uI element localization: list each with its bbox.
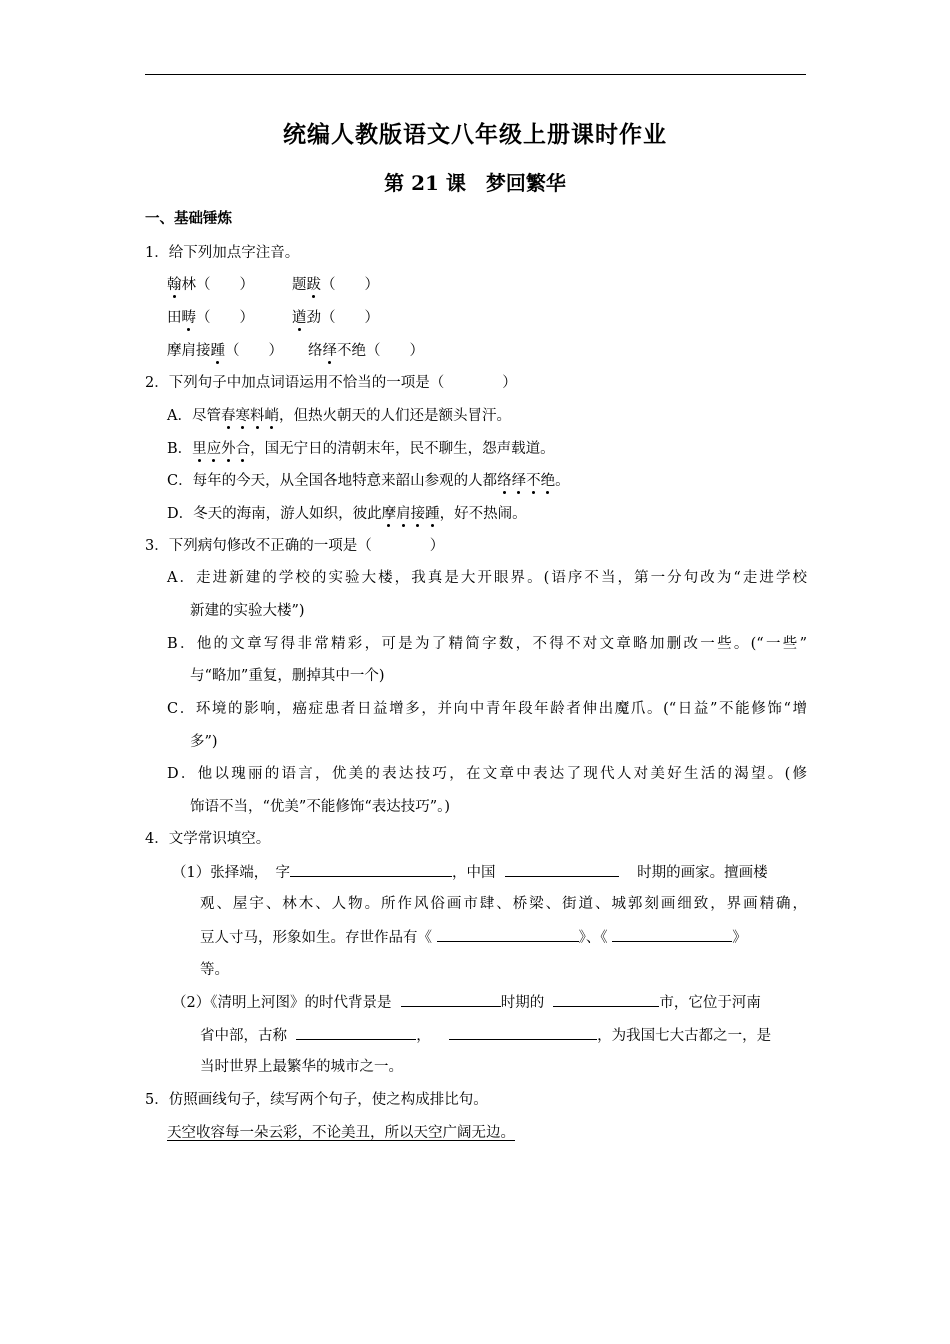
q3-option-a-cont: 新建的实验大楼”)	[190, 603, 305, 619]
q4-part1-line4: 等。	[200, 962, 229, 978]
emphasis-dot-char: 接	[410, 506, 426, 522]
answer-blank[interactable]	[296, 1025, 416, 1040]
section-heading: 一、基础锤炼	[145, 210, 232, 227]
emphasis-dot-char: 畴	[181, 310, 196, 326]
answer-blank[interactable]	[437, 927, 579, 942]
q1-item: 翰林（ ）	[167, 277, 254, 293]
emphasis-dot-char: 肩	[396, 506, 411, 522]
emphasis-dot-char: 踵	[425, 506, 440, 522]
answer-blank[interactable]	[449, 1025, 597, 1040]
lesson-title	[0, 167, 950, 196]
answer-blank[interactable]	[505, 862, 619, 877]
lesson-number: 第 21 课	[384, 171, 466, 195]
q4-part2-line1: （2）《清明上河图》的时代背景是 时期的 市，它位于河南	[172, 992, 761, 1013]
answer-blank[interactable]	[612, 927, 732, 942]
emphasis-dot-char: 绎	[511, 473, 527, 489]
emphasis-dot-char: 应	[206, 441, 222, 457]
q4-part1-line3: 豆人寸马，形象如生。存世作品有《 》、《 》	[200, 927, 747, 948]
q1-stem: 1．给下列加点字注音。	[145, 245, 300, 261]
q1-item: 摩肩接踵（ ）	[167, 343, 283, 359]
emphasis-dot-char: 绎	[322, 343, 337, 359]
header-rule	[145, 74, 806, 75]
answer-blank[interactable]	[290, 862, 452, 877]
q5-stem: 5．仿照画线句子，续写两个句子，使之构成排比句。	[145, 1092, 488, 1108]
emphasis-dot-char: 跋	[306, 277, 321, 293]
emphasis-dot-char: 摩	[381, 506, 397, 522]
document-title: 统编人教版语文八年级上册课时作业	[283, 121, 667, 148]
q3-option-d-cont: 饰语不当，“优美”不能修饰“表达技巧”。)	[190, 799, 451, 815]
q3-option-a: A．走进新建的学校的实验大楼，我真是大开眼界。(语序不当，第一分句改为“走进学校	[167, 570, 807, 586]
emphasis-dot-char: 合	[235, 441, 251, 457]
q2-stem: 2．下列句子中加点词语运用不恰当的一项是（ ）	[145, 375, 517, 391]
q3-stem: 3．下列病句修改不正确的一项是（ ）	[145, 538, 445, 554]
lesson-name: 梦回繁华	[485, 171, 566, 195]
emphasis-dot-char: 外	[221, 441, 236, 457]
q3-option-b-cont: 与“略加”重复，删掉其中一个)	[190, 668, 385, 684]
emphasis-dot-char: 踵	[210, 343, 225, 359]
emphasis-dot-char: 绝	[540, 473, 556, 489]
emphasis-dot-char: 翰	[167, 277, 182, 293]
q1-item: 遒劲（ ）	[292, 310, 379, 326]
q2-option-a: A．尽管春寒料峭，但热火朝天的人们还是额头冒汗。	[167, 408, 511, 424]
q4-part2-line3: 当时世界上最繁华的城市之一。	[200, 1059, 403, 1075]
q2-option-b: B．里应外合，国无宁日的清朝末年，民不聊生，怨声载道。	[167, 441, 555, 457]
answer-blank[interactable]	[401, 992, 501, 1007]
q4-part1-line2: 观、屋宇、林木、人物。所作风俗画市肆、桥梁、街道、城郭刻画细致，界画精确，	[200, 896, 807, 912]
emphasis-dot-char: 峭	[264, 408, 279, 424]
emphasis-dot-char: 遒	[292, 310, 307, 326]
q1-item: 题跋（ ）	[292, 277, 379, 293]
emphasis-dot-char: 春	[220, 408, 236, 424]
answer-blank[interactable]	[553, 992, 659, 1007]
q3-option-c-cont: 多”)	[190, 734, 218, 750]
emphasis-dot-char: 不	[526, 473, 541, 489]
q2-option-d: D．冬天的海南，游人如织，彼此摩肩接踵，好不热闹。	[167, 506, 527, 522]
emphasis-dot-char: 料	[249, 408, 265, 424]
q5-example-sentence: 天空收容每一朵云彩，不论美丑，所以天空广阔无边。	[167, 1125, 515, 1141]
q4-part2-line2: 省中部，古称 ， ，为我国七大古都之一，是	[200, 1025, 771, 1046]
q3-option-c: C．环境的影响，癌症患者日益增多，并向中青年段年龄者伸出魔爪。(“日益”不能修饰“增	[167, 701, 807, 717]
q1-item: 络绎不绝（ ）	[308, 343, 424, 359]
q2-option-c: C．每年的今天，从全国各地特意来韶山参观的人都络绎不绝。	[167, 473, 570, 489]
q1-item: 田畴（ ）	[167, 310, 254, 326]
q4-stem: 4．文学常识填空。	[145, 831, 271, 847]
q3-option-d: D．他以瑰丽的语言，优美的表达技巧，在文章中表达了现代人对美好生活的渴望。(修	[167, 766, 807, 782]
q3-option-b: B．他的文章写得非常精彩，可是为了精简字数，不得不对文章略加删改一些。(“一些”	[167, 636, 807, 652]
emphasis-dot-char: 寒	[235, 408, 250, 424]
q4-part1-line1: （1）张择端， 字 ，中国 时期的画家。擅画楼	[172, 862, 768, 883]
emphasis-dot-char: 络	[497, 473, 512, 489]
emphasis-dot-char: 里	[192, 441, 207, 457]
